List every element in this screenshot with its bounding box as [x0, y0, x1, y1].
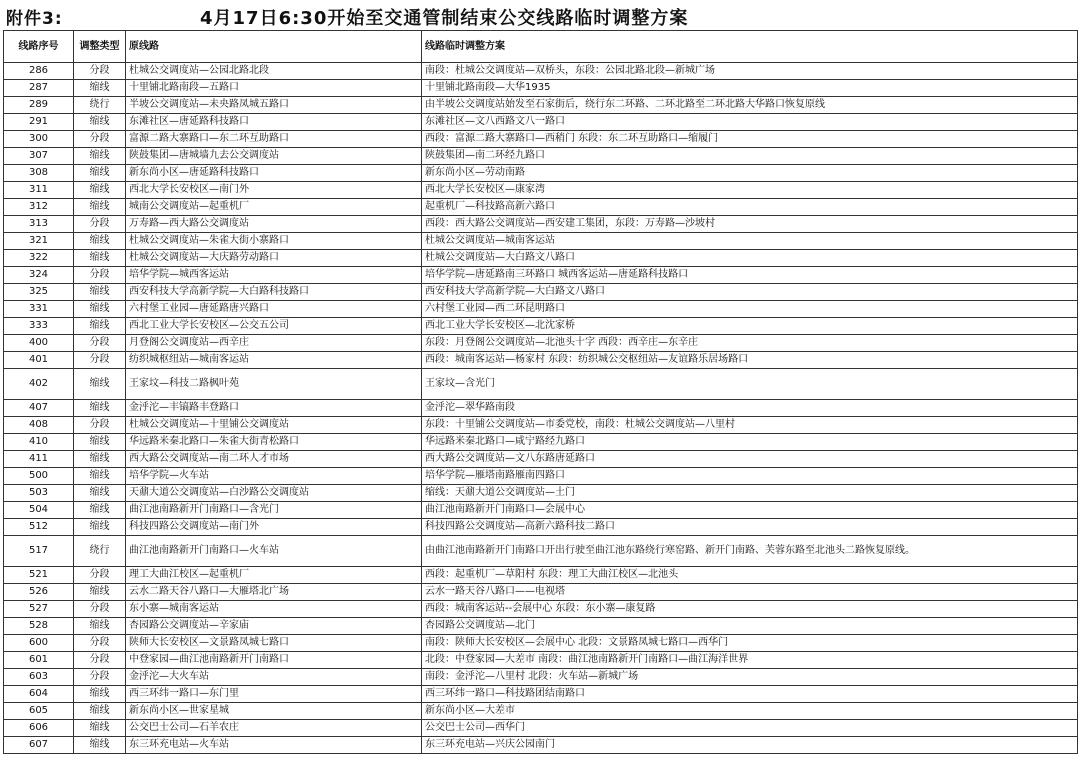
cell-plan: 杏园路公交调度站—北门: [422, 618, 1078, 635]
cell-original-route: 杜城公交调度站—大庆路劳动路口: [126, 250, 422, 267]
cell-adjust-type: 缩线: [74, 434, 126, 451]
cell-line-no: 300: [4, 131, 74, 148]
cell-plan: 陕鼓集团—南二环经九路口: [422, 148, 1078, 165]
cell-line-no: 407: [4, 400, 74, 417]
cell-adjust-type: 分段: [74, 335, 126, 352]
cell-plan: 西北大学长安校区—康家湾: [422, 182, 1078, 199]
cell-original-route: 月登阁公交调度站—西辛庄: [126, 335, 422, 352]
cell-plan: 北段：中登家园—大差市 南段：曲江池南路新开门南路口—曲江海洋世界: [422, 652, 1078, 669]
cell-original-route: 理工大曲江校区—起重机厂: [126, 567, 422, 584]
cell-adjust-type: 缩线: [74, 233, 126, 250]
cell-line-no: 410: [4, 434, 74, 451]
cell-adjust-type: 分段: [74, 652, 126, 669]
table-row: [4, 669, 1078, 686]
cell-original-route: 杜城公交调度站—朱雀大街小寨路口: [126, 233, 422, 250]
cell-line-no: 521: [4, 567, 74, 584]
table-row: [4, 485, 1078, 502]
table-row: [4, 63, 1078, 80]
table-row: [4, 352, 1078, 369]
table-row: [4, 686, 1078, 703]
cell-adjust-type: 绕行: [74, 97, 126, 114]
cell-plan: 云水一路天谷八路口——电视塔: [422, 584, 1078, 601]
cell-original-route: 东三环充电站—火车站: [126, 737, 422, 754]
cell-plan: 培华学院—唐延路南三环路口 城西客运站—唐延路科技路口: [422, 267, 1078, 284]
cell-line-no: 324: [4, 267, 74, 284]
table-row: [4, 536, 1078, 567]
cell-line-no: 311: [4, 182, 74, 199]
cell-adjust-type: 缩线: [74, 199, 126, 216]
cell-line-no: 289: [4, 97, 74, 114]
table-row: [4, 199, 1078, 216]
cell-original-route: 富源二路大寨路口—东二环互助路口: [126, 131, 422, 148]
cell-line-no: 500: [4, 468, 74, 485]
cell-original-route: 天鼐大道公交调度站—白沙路公交调度站: [126, 485, 422, 502]
table-row: [4, 335, 1078, 352]
cell-line-no: 604: [4, 686, 74, 703]
cell-adjust-type: 分段: [74, 131, 126, 148]
cell-plan: 新东尚小区—劳动南路: [422, 165, 1078, 182]
cell-original-route: 王家坟—科技二路枫叶苑: [126, 369, 422, 400]
cell-plan: 培华学院—雁塔南路雁南四路口: [422, 468, 1078, 485]
cell-original-route: 西北工业大学长安校区—公交五公司: [126, 318, 422, 335]
cell-adjust-type: 缩线: [74, 584, 126, 601]
cell-line-no: 333: [4, 318, 74, 335]
attachment-label: 附件3:: [6, 9, 63, 29]
cell-line-no: 291: [4, 114, 74, 131]
cell-line-no: 313: [4, 216, 74, 233]
cell-line-no: 528: [4, 618, 74, 635]
cell-line-no: 607: [4, 737, 74, 754]
cell-plan: 王家坟—含光门: [422, 369, 1078, 400]
cell-line-no: 411: [4, 451, 74, 468]
cell-line-no: 308: [4, 165, 74, 182]
cell-plan: 曲江池南路新开门南路口—会展中心: [422, 502, 1078, 519]
cell-original-route: 曲江池南路新开门南路口—火车站: [126, 536, 422, 567]
table-row: [4, 165, 1078, 182]
cell-adjust-type: 分段: [74, 601, 126, 618]
cell-original-route: 金泘沱—丰镐路丰登路口: [126, 400, 422, 417]
cell-original-route: 陕师大长安校区—文景路凤城七路口: [126, 635, 422, 652]
cell-original-route: 西大路公交调度站—南二环人才市场: [126, 451, 422, 468]
table-body: [4, 63, 1078, 754]
cell-plan: 公交巴士公司—西华门: [422, 720, 1078, 737]
cell-line-no: 517: [4, 536, 74, 567]
cell-line-no: 402: [4, 369, 74, 400]
cell-original-route: 杏园路公交调度站—辛家庙: [126, 618, 422, 635]
cell-original-route: 十里铺北路南段—五路口: [126, 80, 422, 97]
cell-plan: 十里铺北路南段—大华1935: [422, 80, 1078, 97]
table-row: [4, 451, 1078, 468]
table-row: [4, 114, 1078, 131]
cell-adjust-type: 分段: [74, 63, 126, 80]
table-row: [4, 97, 1078, 114]
cell-line-no: 286: [4, 63, 74, 80]
cell-original-route: 纺织城枢纽站—城南客运站: [126, 352, 422, 369]
table-row: [4, 703, 1078, 720]
cell-plan: 东段：月登阁公交调度站—北池头十字 西段：西辛庄—东辛庄: [422, 335, 1078, 352]
cell-original-route: 东滩社区—唐延路科技路口: [126, 114, 422, 131]
cell-line-no: 605: [4, 703, 74, 720]
cell-original-route: 科技四路公交调度站—南门外: [126, 519, 422, 536]
table-row: [4, 417, 1078, 434]
cell-original-route: 西安科技大学高新学院—大白路科技路口: [126, 284, 422, 301]
cell-adjust-type: 缩线: [74, 80, 126, 97]
cell-original-route: 云水二路天谷八路口—大雁塔北广场: [126, 584, 422, 601]
table-row: [4, 434, 1078, 451]
cell-plan: 六村堡工业园—西二环昆明路口: [422, 301, 1078, 318]
cell-plan: 西安科技大学高新学院—大白路文八路口: [422, 284, 1078, 301]
cell-line-no: 600: [4, 635, 74, 652]
cell-line-no: 287: [4, 80, 74, 97]
column-header-original-route: 原线路: [126, 31, 422, 63]
column-header-plan: 线路临时调整方案: [422, 31, 1078, 63]
table-row: [4, 502, 1078, 519]
table-row: [4, 301, 1078, 318]
table-row: [4, 267, 1078, 284]
cell-original-route: 西北大学长安校区—南门外: [126, 182, 422, 199]
cell-adjust-type: 缩线: [74, 737, 126, 754]
cell-adjust-type: 分段: [74, 669, 126, 686]
cell-adjust-type: 缩线: [74, 250, 126, 267]
cell-adjust-type: 缩线: [74, 301, 126, 318]
cell-plan: 南段：杜城公交调度站—双桥头，东段：公园北路北段—新城广场: [422, 63, 1078, 80]
table-row: [4, 468, 1078, 485]
cell-line-no: 527: [4, 601, 74, 618]
table-row: [4, 216, 1078, 233]
table-row: [4, 567, 1078, 584]
cell-adjust-type: 缩线: [74, 720, 126, 737]
cell-line-no: 307: [4, 148, 74, 165]
cell-original-route: 西三环纬一路口—东门里: [126, 686, 422, 703]
cell-adjust-type: 绕行: [74, 536, 126, 567]
cell-adjust-type: 缩线: [74, 148, 126, 165]
cell-line-no: 503: [4, 485, 74, 502]
cell-adjust-type: 缩线: [74, 114, 126, 131]
cell-original-route: 培华学院—火车站: [126, 468, 422, 485]
cell-plan: 缩线：天鼐大道公交调度站—土门: [422, 485, 1078, 502]
cell-line-no: 603: [4, 669, 74, 686]
cell-plan: 华远路米秦北路口—咸宁路经九路口: [422, 434, 1078, 451]
cell-plan: 东滩社区—文八西路文八一路口: [422, 114, 1078, 131]
cell-original-route: 六村堡工业园—唐延路唐兴路口: [126, 301, 422, 318]
cell-adjust-type: 分段: [74, 635, 126, 652]
cell-line-no: 322: [4, 250, 74, 267]
cell-adjust-type: 缩线: [74, 400, 126, 417]
cell-line-no: 400: [4, 335, 74, 352]
cell-adjust-type: 分段: [74, 417, 126, 434]
table-row: [4, 131, 1078, 148]
cell-plan: 科技四路公交调度站—高新六路科技二路口: [422, 519, 1078, 536]
cell-original-route: 新东尚小区—唐延路科技路口: [126, 165, 422, 182]
cell-adjust-type: 缩线: [74, 468, 126, 485]
column-header-adjust-type: 调整类型: [74, 31, 126, 63]
cell-plan: 新东尚小区—大差市: [422, 703, 1078, 720]
cell-adjust-type: 缩线: [74, 284, 126, 301]
cell-original-route: 培华学院—城西客运站: [126, 267, 422, 284]
cell-original-route: 公交巴士公司—石羊农庄: [126, 720, 422, 737]
cell-adjust-type: 分段: [74, 216, 126, 233]
cell-original-route: 中登家园—曲江池南路新开门南路口: [126, 652, 422, 669]
cell-line-no: 401: [4, 352, 74, 369]
cell-original-route: 半坡公交调度站—未央路凤城五路口: [126, 97, 422, 114]
cell-adjust-type: 缩线: [74, 686, 126, 703]
column-header-line-no: 线路序号: [4, 31, 74, 63]
table-row: [4, 148, 1078, 165]
page-header: [0, 0, 1080, 30]
cell-plan: 起重机厂—科技路高新六路口: [422, 199, 1078, 216]
cell-plan: 西段：城南客运站--会展中心 东段：东小寨—康复路: [422, 601, 1078, 618]
cell-adjust-type: 缩线: [74, 618, 126, 635]
cell-adjust-type: 分段: [74, 352, 126, 369]
cell-line-no: 512: [4, 519, 74, 536]
cell-adjust-type: 缩线: [74, 165, 126, 182]
table-row: [4, 519, 1078, 536]
cell-original-route: 金泘沱—大火车站: [126, 669, 422, 686]
cell-plan: 西三环纬一路口—科技路团结南路口: [422, 686, 1078, 703]
cell-original-route: 陕鼓集团—唐城墙九去公交调度站: [126, 148, 422, 165]
cell-original-route: 曲江池南路新开门南路口—含光门: [126, 502, 422, 519]
cell-original-route: 万寿路—西大路公交调度站: [126, 216, 422, 233]
table-row: [4, 233, 1078, 250]
table-row: [4, 618, 1078, 635]
cell-line-no: 321: [4, 233, 74, 250]
table-row: [4, 635, 1078, 652]
table-row: [4, 318, 1078, 335]
table-row: [4, 80, 1078, 97]
cell-plan: 西北工业大学长安校区—北沈家桥: [422, 318, 1078, 335]
table-row: [4, 400, 1078, 417]
cell-plan: 南段：金泘沱—八里村 北段：火车站—新城广场: [422, 669, 1078, 686]
route-adjustment-table: [3, 30, 1078, 754]
cell-plan: 金泘沱—翠华路南段: [422, 400, 1078, 417]
cell-adjust-type: 分段: [74, 267, 126, 284]
page-title: 4月17日6:30开始至交通管制结束公交线路临时调整方案: [200, 8, 689, 29]
cell-original-route: 新东尚小区—世家星城: [126, 703, 422, 720]
cell-adjust-type: 缩线: [74, 502, 126, 519]
cell-adjust-type: 缩线: [74, 703, 126, 720]
table-row: [4, 720, 1078, 737]
cell-plan: 杜城公交调度站—城南客运站: [422, 233, 1078, 250]
cell-adjust-type: 缩线: [74, 519, 126, 536]
cell-plan: 西段：起重机厂—草阳村 东段：理工大曲江校区—北池头: [422, 567, 1078, 584]
cell-plan: 南段：陕师大长安校区—会展中心 北段：文景路凤城七路口—西华门: [422, 635, 1078, 652]
cell-line-no: 408: [4, 417, 74, 434]
table-row: [4, 652, 1078, 669]
cell-original-route: 华远路米秦北路口—朱雀大街青松路口: [126, 434, 422, 451]
cell-adjust-type: 分段: [74, 567, 126, 584]
cell-plan: 杜城公交调度站—大白路文八路口: [422, 250, 1078, 267]
cell-plan: 西大路公交调度站—文八东路唐延路口: [422, 451, 1078, 468]
cell-line-no: 526: [4, 584, 74, 601]
table-row: [4, 584, 1078, 601]
cell-line-no: 312: [4, 199, 74, 216]
cell-original-route: 城南公交调度站—起重机厂: [126, 199, 422, 216]
cell-adjust-type: 缩线: [74, 182, 126, 199]
cell-plan: 东三环充电站—兴庆公园南门: [422, 737, 1078, 754]
cell-adjust-type: 缩线: [74, 369, 126, 400]
cell-plan: 西段：城南客运站—杨家村 东段：纺织城公交枢纽站—友谊路乐居场路口: [422, 352, 1078, 369]
table-row: [4, 182, 1078, 199]
cell-original-route: 杜城公交调度站—十里铺公交调度站: [126, 417, 422, 434]
cell-line-no: 606: [4, 720, 74, 737]
cell-adjust-type: 缩线: [74, 485, 126, 502]
cell-plan: 西段：富源二路大寨路口—西稍门 东段：东二环互助路口—缩履门: [422, 131, 1078, 148]
table-row: [4, 250, 1078, 267]
cell-line-no: 504: [4, 502, 74, 519]
table-row: [4, 737, 1078, 754]
cell-plan: 由曲江池南路新开门南路口开出行驶至曲江池东路绕行寒窑路、新开门南路、芙蓉东路至北池头二路恢复原线。: [422, 536, 1078, 567]
table-row: [4, 601, 1078, 618]
table-row: [4, 284, 1078, 301]
cell-line-no: 325: [4, 284, 74, 301]
cell-adjust-type: 缩线: [74, 451, 126, 468]
cell-line-no: 331: [4, 301, 74, 318]
cell-plan: 东段：十里铺公交调度站—市委党校，南段：杜城公交调度站—八里村: [422, 417, 1078, 434]
cell-adjust-type: 缩线: [74, 318, 126, 335]
cell-original-route: 杜城公交调度站—公园北路北段: [126, 63, 422, 80]
cell-original-route: 东小寨—城南客运站: [126, 601, 422, 618]
table-header-row: [4, 31, 1078, 63]
cell-line-no: 601: [4, 652, 74, 669]
table-row: [4, 369, 1078, 400]
cell-plan: 由半坡公交调度站始发至石家街后，绕行东二环路、二环北路至二环北路大华路口恢复原线: [422, 97, 1078, 114]
cell-plan: 西段：西大路公交调度站—西安建工集团，东段：万寿路—沙坡村: [422, 216, 1078, 233]
